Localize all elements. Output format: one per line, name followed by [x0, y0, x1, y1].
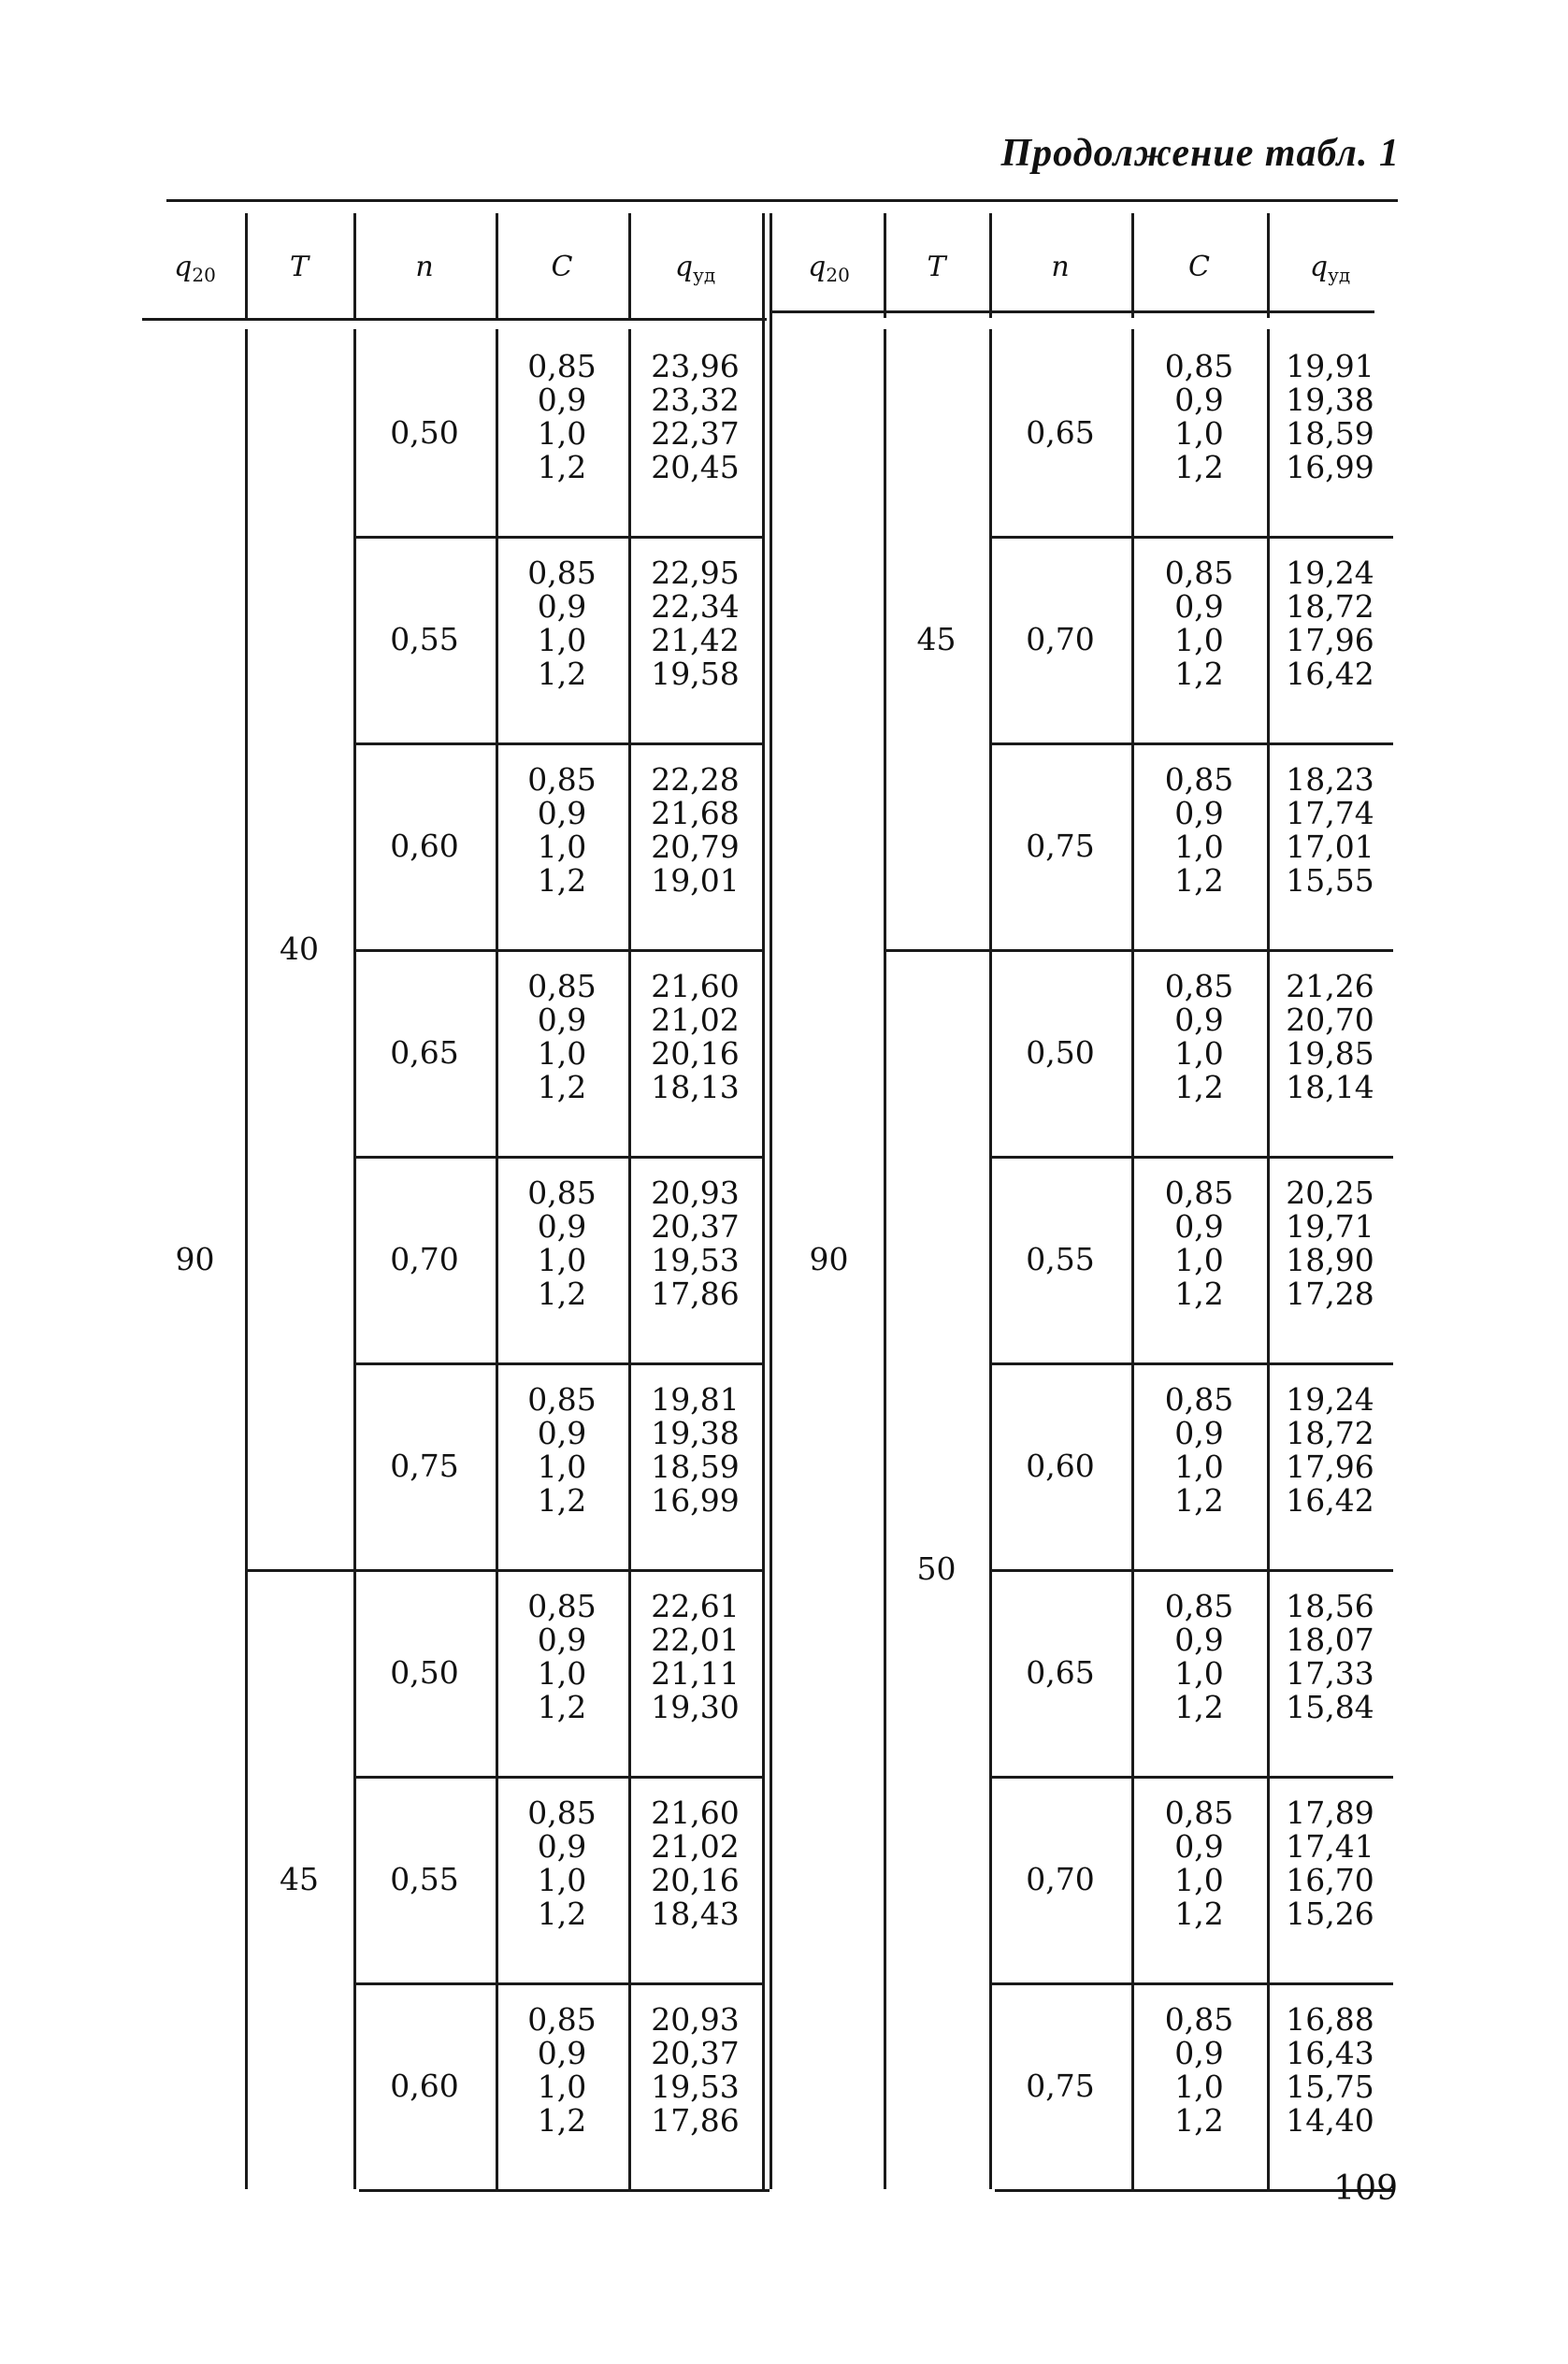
c-values: 0,85 0,9 1,0 1,2 [527, 1795, 597, 1932]
c-values: 0,85 0,9 1,0 1,2 [1164, 761, 1234, 899]
row-separator-line [353, 949, 762, 952]
q20-value: 90 [809, 1240, 849, 1277]
column-header-n [989, 251, 1131, 283]
column-header-t [245, 251, 353, 283]
column-header-n [353, 251, 496, 283]
c-values: 0,85 0,9 1,0 1,2 [1164, 1381, 1234, 1519]
c-values: 0,85 0,9 1,0 1,2 [527, 1381, 597, 1519]
group-separator-line [245, 1569, 762, 1572]
n-value: 0,55 [390, 620, 459, 657]
q-ud-values: 20,93 20,37 19,53 17,86 [651, 2001, 740, 2139]
q-ud-values: 18,23 17,74 17,01 15,55 [1286, 761, 1374, 899]
row-separator-line [989, 1569, 1393, 1572]
panel-separator-line [762, 213, 765, 2189]
c-values: 0,85 0,9 1,0 1,2 [1164, 348, 1234, 485]
column-header-symbol: C [1188, 251, 1210, 283]
q-ud-values: 22,28 21,68 20,79 19,01 [651, 761, 740, 899]
n-value: 0,70 [1026, 620, 1095, 657]
n-value: 0,55 [1026, 1240, 1095, 1277]
q-ud-values: 21,60 21,02 20,16 18,13 [651, 968, 740, 1105]
row-separator-line [353, 1362, 762, 1365]
c-values: 0,85 0,9 1,0 1,2 [1164, 2001, 1234, 2139]
row-separator-line [353, 1776, 762, 1779]
row-separator-line [989, 1776, 1393, 1779]
q-ud-values: 20,25 19,71 18,90 17,28 [1286, 1175, 1374, 1312]
t-value: 40 [280, 930, 319, 967]
n-value: 0,60 [390, 827, 459, 864]
column-header-t [884, 251, 989, 283]
q-ud-values: 23,96 23,32 22,37 20,45 [651, 348, 740, 485]
header-column-divider [1131, 213, 1134, 318]
n-value: 0,70 [390, 1240, 459, 1277]
row-separator-line [353, 1156, 762, 1159]
row-separator-line [989, 1156, 1393, 1159]
n-value: 0,50 [390, 413, 459, 451]
row-separator-line [989, 742, 1393, 745]
q-ud-values: 21,26 20,70 19,85 18,14 [1286, 968, 1374, 1105]
c-values: 0,85 0,9 1,0 1,2 [1164, 555, 1234, 692]
header-column-divider [989, 213, 992, 318]
n-value: 0,75 [390, 1447, 459, 1484]
q-ud-values: 16,88 16,43 15,75 14,40 [1286, 2001, 1374, 2139]
q-ud-values: 19,24 18,72 17,96 16,42 [1286, 555, 1374, 692]
c-values: 0,85 0,9 1,0 1,2 [1164, 1795, 1234, 1932]
c-values: 0,85 0,9 1,0 1,2 [527, 348, 597, 485]
q-ud-values: 19,91 19,38 18,59 16,99 [1286, 348, 1374, 485]
n-value: 0,60 [390, 2067, 459, 2104]
column-header-subscript: уд [1328, 264, 1351, 286]
n-value: 0,75 [1026, 2067, 1095, 2104]
column-header-q20 [145, 251, 245, 286]
n-value: 0,65 [1026, 1653, 1095, 1691]
n-value: 0,65 [1026, 413, 1095, 451]
c-values: 0,85 0,9 1,0 1,2 [527, 555, 597, 692]
header-bottom-rule-left [142, 318, 767, 321]
n-value: 0,65 [390, 1033, 459, 1071]
column-header-symbol: n [1051, 251, 1070, 283]
c-values: 0,85 0,9 1,0 1,2 [527, 1588, 597, 1725]
column-header-symbol: T [289, 251, 309, 283]
column-header-c [1131, 251, 1267, 283]
table-caption: Продолжение табл. 1 [1000, 132, 1400, 175]
c-values: 0,85 0,9 1,0 1,2 [1164, 1588, 1234, 1725]
c-values: 0,85 0,9 1,0 1,2 [527, 1175, 597, 1312]
row-separator-line [989, 1982, 1393, 1985]
q-ud-values: 20,93 20,37 19,53 17,86 [651, 1175, 740, 1312]
n-value: 0,75 [1026, 827, 1095, 864]
column-header-symbol: q [1309, 251, 1329, 283]
column-header-symbol: C [551, 251, 573, 283]
q-ud-values: 19,24 18,72 17,96 16,42 [1286, 1381, 1374, 1519]
column-header-q-ud [1267, 251, 1393, 286]
header-column-divider [1267, 213, 1270, 318]
row-separator-line [353, 1982, 762, 1985]
n-value: 0,50 [390, 1653, 459, 1691]
column-divider-q20-t [245, 329, 248, 2189]
column-header-symbol: T [927, 251, 946, 283]
q-ud-values: 19,81 19,38 18,59 16,99 [651, 1381, 740, 1519]
column-header-q-ud [628, 251, 762, 286]
q-ud-values: 17,89 17,41 16,70 15,26 [1286, 1795, 1374, 1932]
header-column-divider [496, 213, 498, 318]
header-column-divider [245, 213, 248, 318]
t-value: 45 [916, 620, 957, 657]
c-values: 0,85 0,9 1,0 1,2 [527, 968, 597, 1105]
q20-value: 90 [175, 1240, 215, 1277]
column-header-c [496, 251, 628, 283]
n-value: 0,50 [1026, 1033, 1095, 1071]
q-ud-values: 22,95 22,34 21,42 19,58 [651, 555, 740, 692]
column-header-symbol: q [674, 251, 694, 283]
q-ud-values: 21,60 21,02 20,16 18,43 [651, 1795, 740, 1932]
n-value: 0,55 [390, 1860, 459, 1897]
column-header-subscript: 20 [826, 264, 850, 286]
table-bottom-rule [359, 2189, 770, 2192]
header-column-divider [628, 213, 631, 318]
column-header-subscript: уд [693, 264, 716, 286]
column-divider-q20-t [884, 329, 886, 2189]
n-value: 0,70 [1026, 1860, 1095, 1897]
q-ud-values: 18,56 18,07 17,33 15,84 [1286, 1588, 1374, 1725]
column-header-symbol: q [174, 251, 193, 283]
column-header-symbol: q [808, 251, 827, 283]
group-separator-line [884, 949, 1393, 952]
header-column-divider [884, 213, 886, 318]
row-separator-line [989, 536, 1393, 539]
row-separator-line [353, 742, 762, 745]
c-values: 0,85 0,9 1,0 1,2 [1164, 968, 1234, 1105]
c-values: 0,85 0,9 1,0 1,2 [1164, 1175, 1234, 1312]
c-values: 0,85 0,9 1,0 1,2 [527, 2001, 597, 2139]
panel-separator-line [770, 213, 772, 2189]
column-header-q20 [774, 251, 884, 286]
t-value: 45 [280, 1860, 319, 1897]
column-header-subscript: 20 [192, 264, 216, 286]
header-column-divider [353, 213, 356, 318]
q-ud-values: 22,61 22,01 21,11 19,30 [651, 1588, 740, 1725]
row-separator-line [353, 536, 762, 539]
table-top-rule [166, 199, 1398, 202]
c-values: 0,85 0,9 1,0 1,2 [527, 761, 597, 899]
row-separator-line [989, 1362, 1393, 1365]
column-header-symbol: n [415, 251, 434, 283]
n-value: 0,60 [1026, 1447, 1095, 1484]
header-bottom-rule-right [772, 310, 1374, 313]
t-value: 50 [916, 1550, 957, 1587]
page-number: 109 [1333, 2169, 1398, 2208]
